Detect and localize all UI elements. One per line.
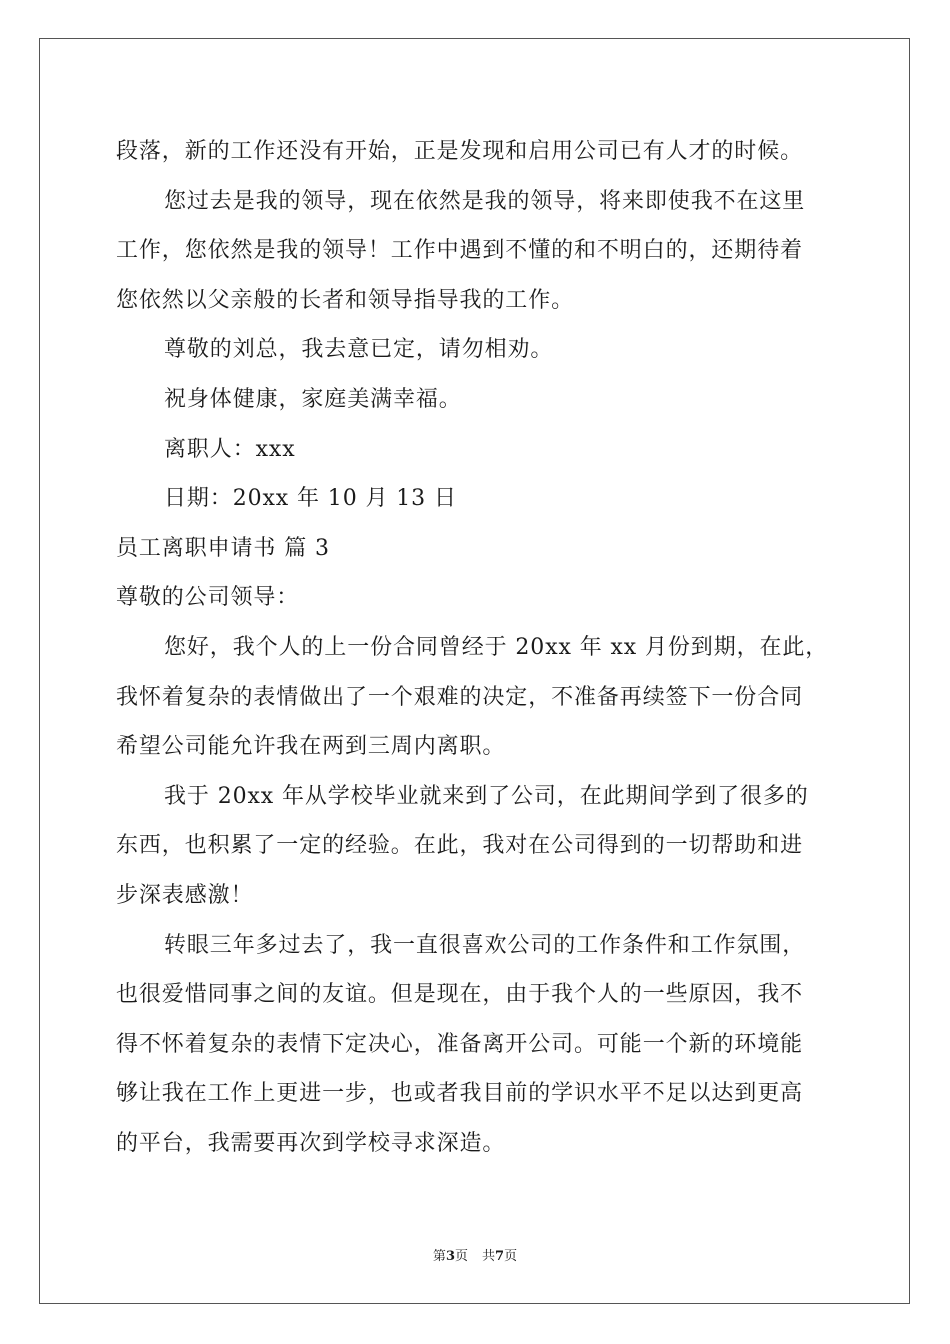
current-page-number: 3 [445, 1249, 455, 1264]
text-line: 希望公司能允许我在两到三周内离职。 [116, 734, 506, 760]
page-suffix: 页 [454, 1249, 468, 1264]
text-line: 步深表感激！ [116, 882, 254, 908]
text-line: 也很爱惜同事之间的友谊。但是现在，由于我个人的一些原因，我不 [116, 982, 804, 1008]
text-line: 我怀着复杂的表情做出了一个艰难的决定，不准备再续签下一份合同 [116, 684, 804, 710]
section-heading: 员工离职申请书 篇 3 [116, 535, 330, 561]
page-prefix: 第 [432, 1249, 446, 1264]
text-line: 您好，我个人的上一份合同曾经于 20xx 年 xx 月份到期，在此， [164, 634, 829, 660]
text-line: 我于 20xx 年从学校毕业就来到了公司，在此期间学到了很多的 [164, 783, 809, 809]
salutation: 尊敬的公司领导： [116, 585, 300, 611]
text-line: 您依然以父亲般的长者和领导指导我的工作。 [116, 287, 575, 313]
date-line: 日期：20xx 年 10 月 13 日 [164, 486, 457, 512]
text-line: 祝身体健康，家庭美满幸福。 [164, 386, 462, 412]
text-line: 尊敬的刘总，我去意已定，请勿相劝。 [164, 337, 554, 363]
text-line: 您过去是我的领导，现在依然是我的领导，将来即使我不在这里 [164, 188, 806, 214]
text-line: 得不怀着复杂的表情下定决心，准备离开公司。可能一个新的环境能 [116, 1031, 804, 1057]
total-suffix: 页 [504, 1249, 518, 1264]
text-line: 东西，也积累了一定的经验。在此，我对在公司得到的一切帮助和进 [116, 833, 804, 859]
total-prefix: 共 [482, 1249, 496, 1264]
text-line: 够让我在工作上更进一步，也或者我目前的学识水平不足以达到更高 [116, 1081, 804, 1107]
text-line: 的平台，我需要再次到学校寻求深造。 [116, 1130, 506, 1156]
text-line: 工作，您依然是我的领导！工作中遇到不懂的和不明白的，还期待着 [116, 238, 804, 264]
total-page-count: 7 [495, 1249, 505, 1264]
page-footer [0, 1245, 950, 1264]
text-line: 段落，新的工作还没有开始，正是发现和启用公司已有人才的时候。 [116, 139, 804, 164]
document-body [116, 127, 836, 1168]
text-line: 转眼三年多过去了，我一直很喜欢公司的工作条件和工作氛围， [164, 932, 806, 958]
signer-line: 离职人：xxx [164, 436, 296, 462]
